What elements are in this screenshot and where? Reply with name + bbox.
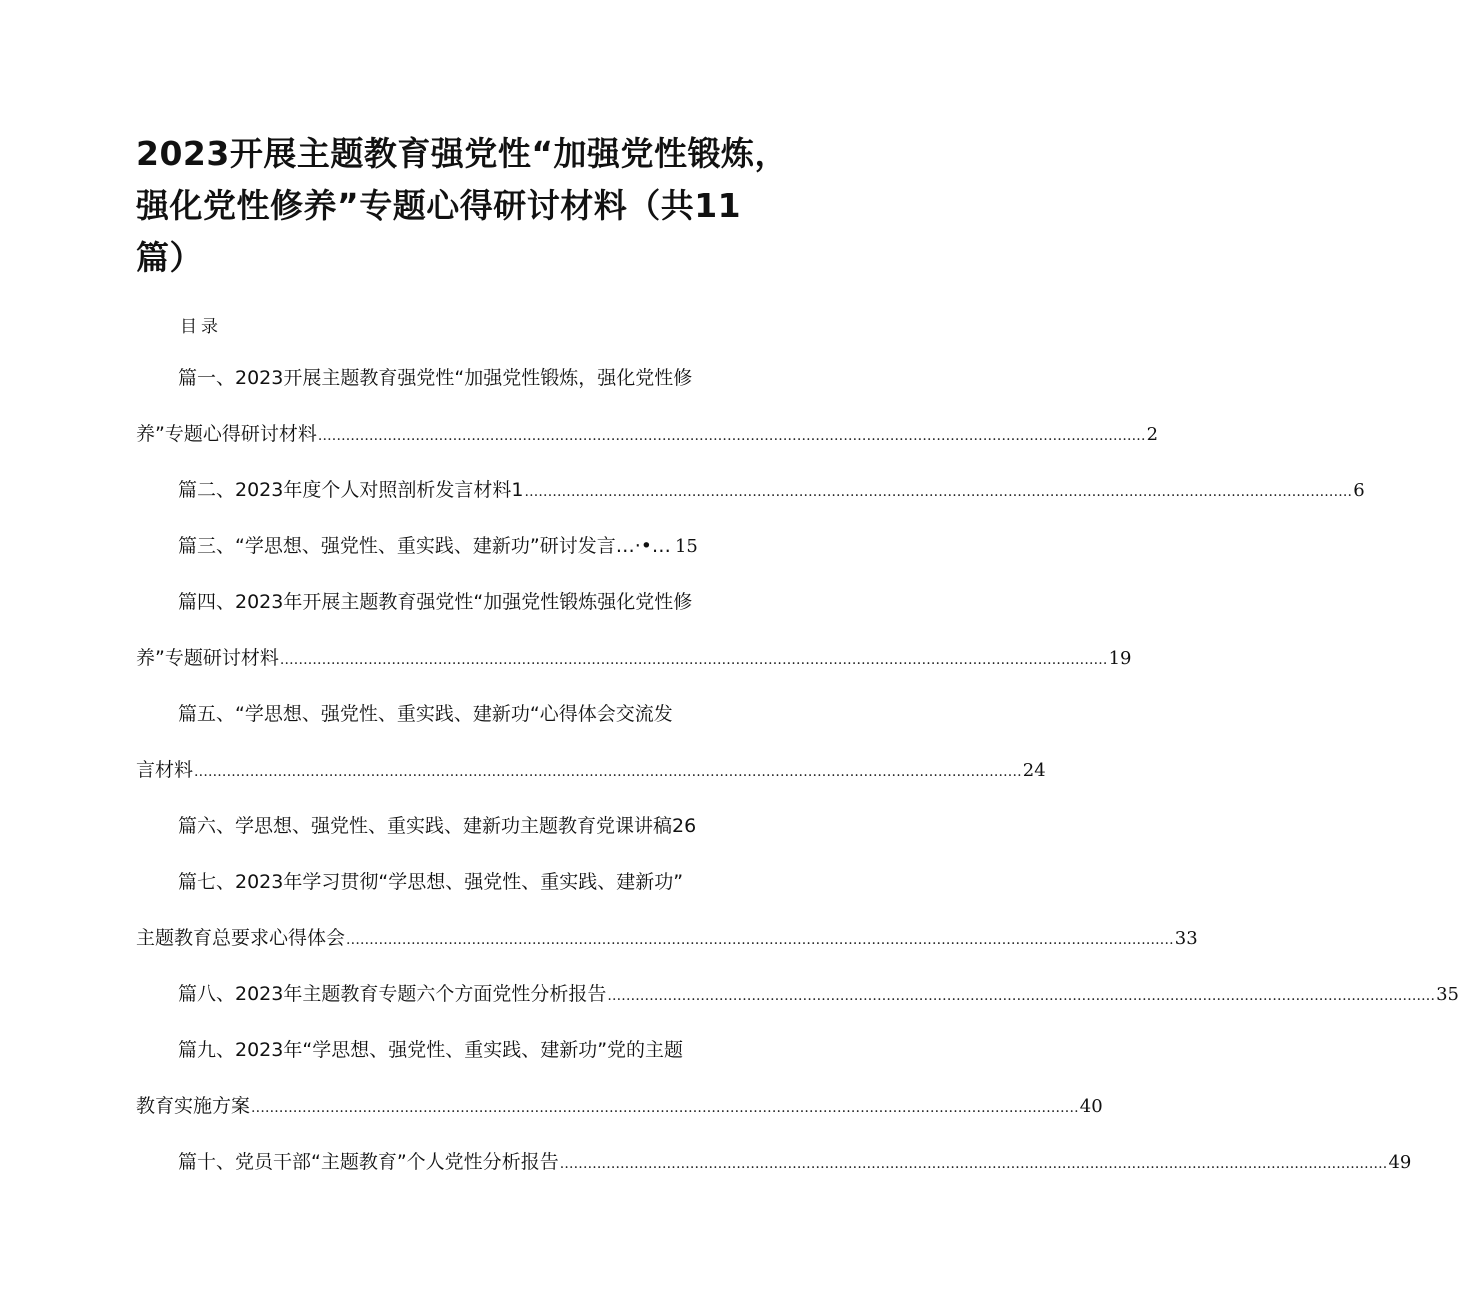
title-line-3: 篇） (136, 238, 203, 277)
toc-entry-9-line-1[interactable] (136, 1038, 776, 1062)
title-line-1: 2023开展主题教育强党性“加强党性锻炼， (136, 134, 789, 173)
toc-dot-leader: .................................................................................................................................................................................. (346, 932, 1174, 948)
toc-dot-leader: .................................................................................................................................................................................. (251, 1100, 1079, 1116)
toc-heading: 目录 (180, 317, 222, 337)
toc-dot-leader: .................................................................................................................................................................................. (279, 652, 1108, 668)
toc-entry-text: 主题教育总要求心得体会 (136, 927, 346, 949)
toc-dot-leader: .................................................................................................................................................................................. (194, 764, 1022, 780)
toc-page-number: 33 (1174, 928, 1198, 949)
toc-page-number: 15 (674, 536, 698, 557)
toc-page-number: 19 (1108, 648, 1132, 669)
toc-entry-text: 篇四、2023年开展主题教育强党性“加强党性锻炼强化党性修 (178, 591, 693, 613)
toc-entry-text: 篇一、2023开展主题教育强党性“加强党性锻炼，强化党性修 (178, 367, 693, 389)
toc-entry-text: 篇七、2023年学习贯彻“学思想、强党性、重实践、建新功” (178, 871, 684, 893)
toc-entry-text: 篇八、2023年主题教育专题六个方面党性分析报告 (178, 983, 607, 1005)
toc-entry-text: 篇十、党员干部“主题教育”个人党性分析报告 (178, 1151, 559, 1173)
toc-entry-6[interactable] (136, 814, 776, 838)
toc-page-number: 49 (1388, 1152, 1412, 1173)
title-line-2: 强化党性修养”专题心得研讨材料（共11 (136, 186, 742, 225)
toc-dot-leader: .................................................................................................................................................................................. (524, 484, 1353, 500)
toc-page-number: 35 (1436, 984, 1459, 1005)
toc-page-number: 2 (1146, 424, 1159, 445)
toc-entry-text: 篇九、2023年“学思想、强党性、重实践、建新功”党的主题 (178, 1039, 684, 1061)
toc-entry-1-line-2[interactable] (136, 422, 1159, 448)
toc-entry-1-line-1[interactable] (136, 366, 776, 390)
toc-page-number: 40 (1079, 1096, 1103, 1117)
toc-entry-4-line-1[interactable] (136, 590, 776, 614)
toc-entry-9-line-2[interactable] (136, 1094, 1103, 1120)
toc-entry-text: 养”专题心得研讨材料 (136, 423, 317, 445)
toc-entry-text: 言材料 (136, 759, 194, 781)
toc-entry-7-line-2[interactable] (136, 926, 1198, 952)
toc-entry-text: 篇五、“学思想、强党性、重实践、建新功“心得体会交流发 (178, 703, 673, 725)
toc-entry-3[interactable] (136, 534, 776, 559)
toc-page-number: 24 (1022, 760, 1046, 781)
toc-entry-5-line-1[interactable] (136, 702, 776, 726)
toc-entry-8[interactable] (136, 982, 1459, 1008)
toc-entry-text: 篇二、2023年度个人对照剖析发言材料1 (178, 479, 524, 501)
toc-entry-text: 篇三、“学思想、强党性、重实践、建新功”研讨发言…·•… (178, 535, 671, 557)
toc-entry-4-line-2[interactable] (136, 646, 1132, 672)
toc-entry-text: 篇六、学思想、强党性、重实践、建新功主题教育党课讲稿26 (178, 815, 697, 837)
toc-page-number: 6 (1353, 480, 1365, 501)
toc-dot-leader: .................................................................................................................................................................................. (317, 428, 1146, 444)
toc-entry-2[interactable] (136, 478, 1365, 504)
document-title (136, 128, 796, 284)
toc-entry-10[interactable] (136, 1150, 1412, 1176)
toc-entry-5-line-2[interactable] (136, 758, 1046, 784)
toc-entry-7-line-1[interactable] (136, 870, 776, 894)
toc-entry-text: 教育实施方案 (136, 1095, 251, 1117)
toc-dot-leader: .................................................................................................................................................................................. (607, 988, 1436, 1004)
toc-entry-text: 养”专题研讨材料 (136, 647, 279, 669)
toc-dot-leader: .................................................................................................................................................................................. (559, 1156, 1388, 1172)
